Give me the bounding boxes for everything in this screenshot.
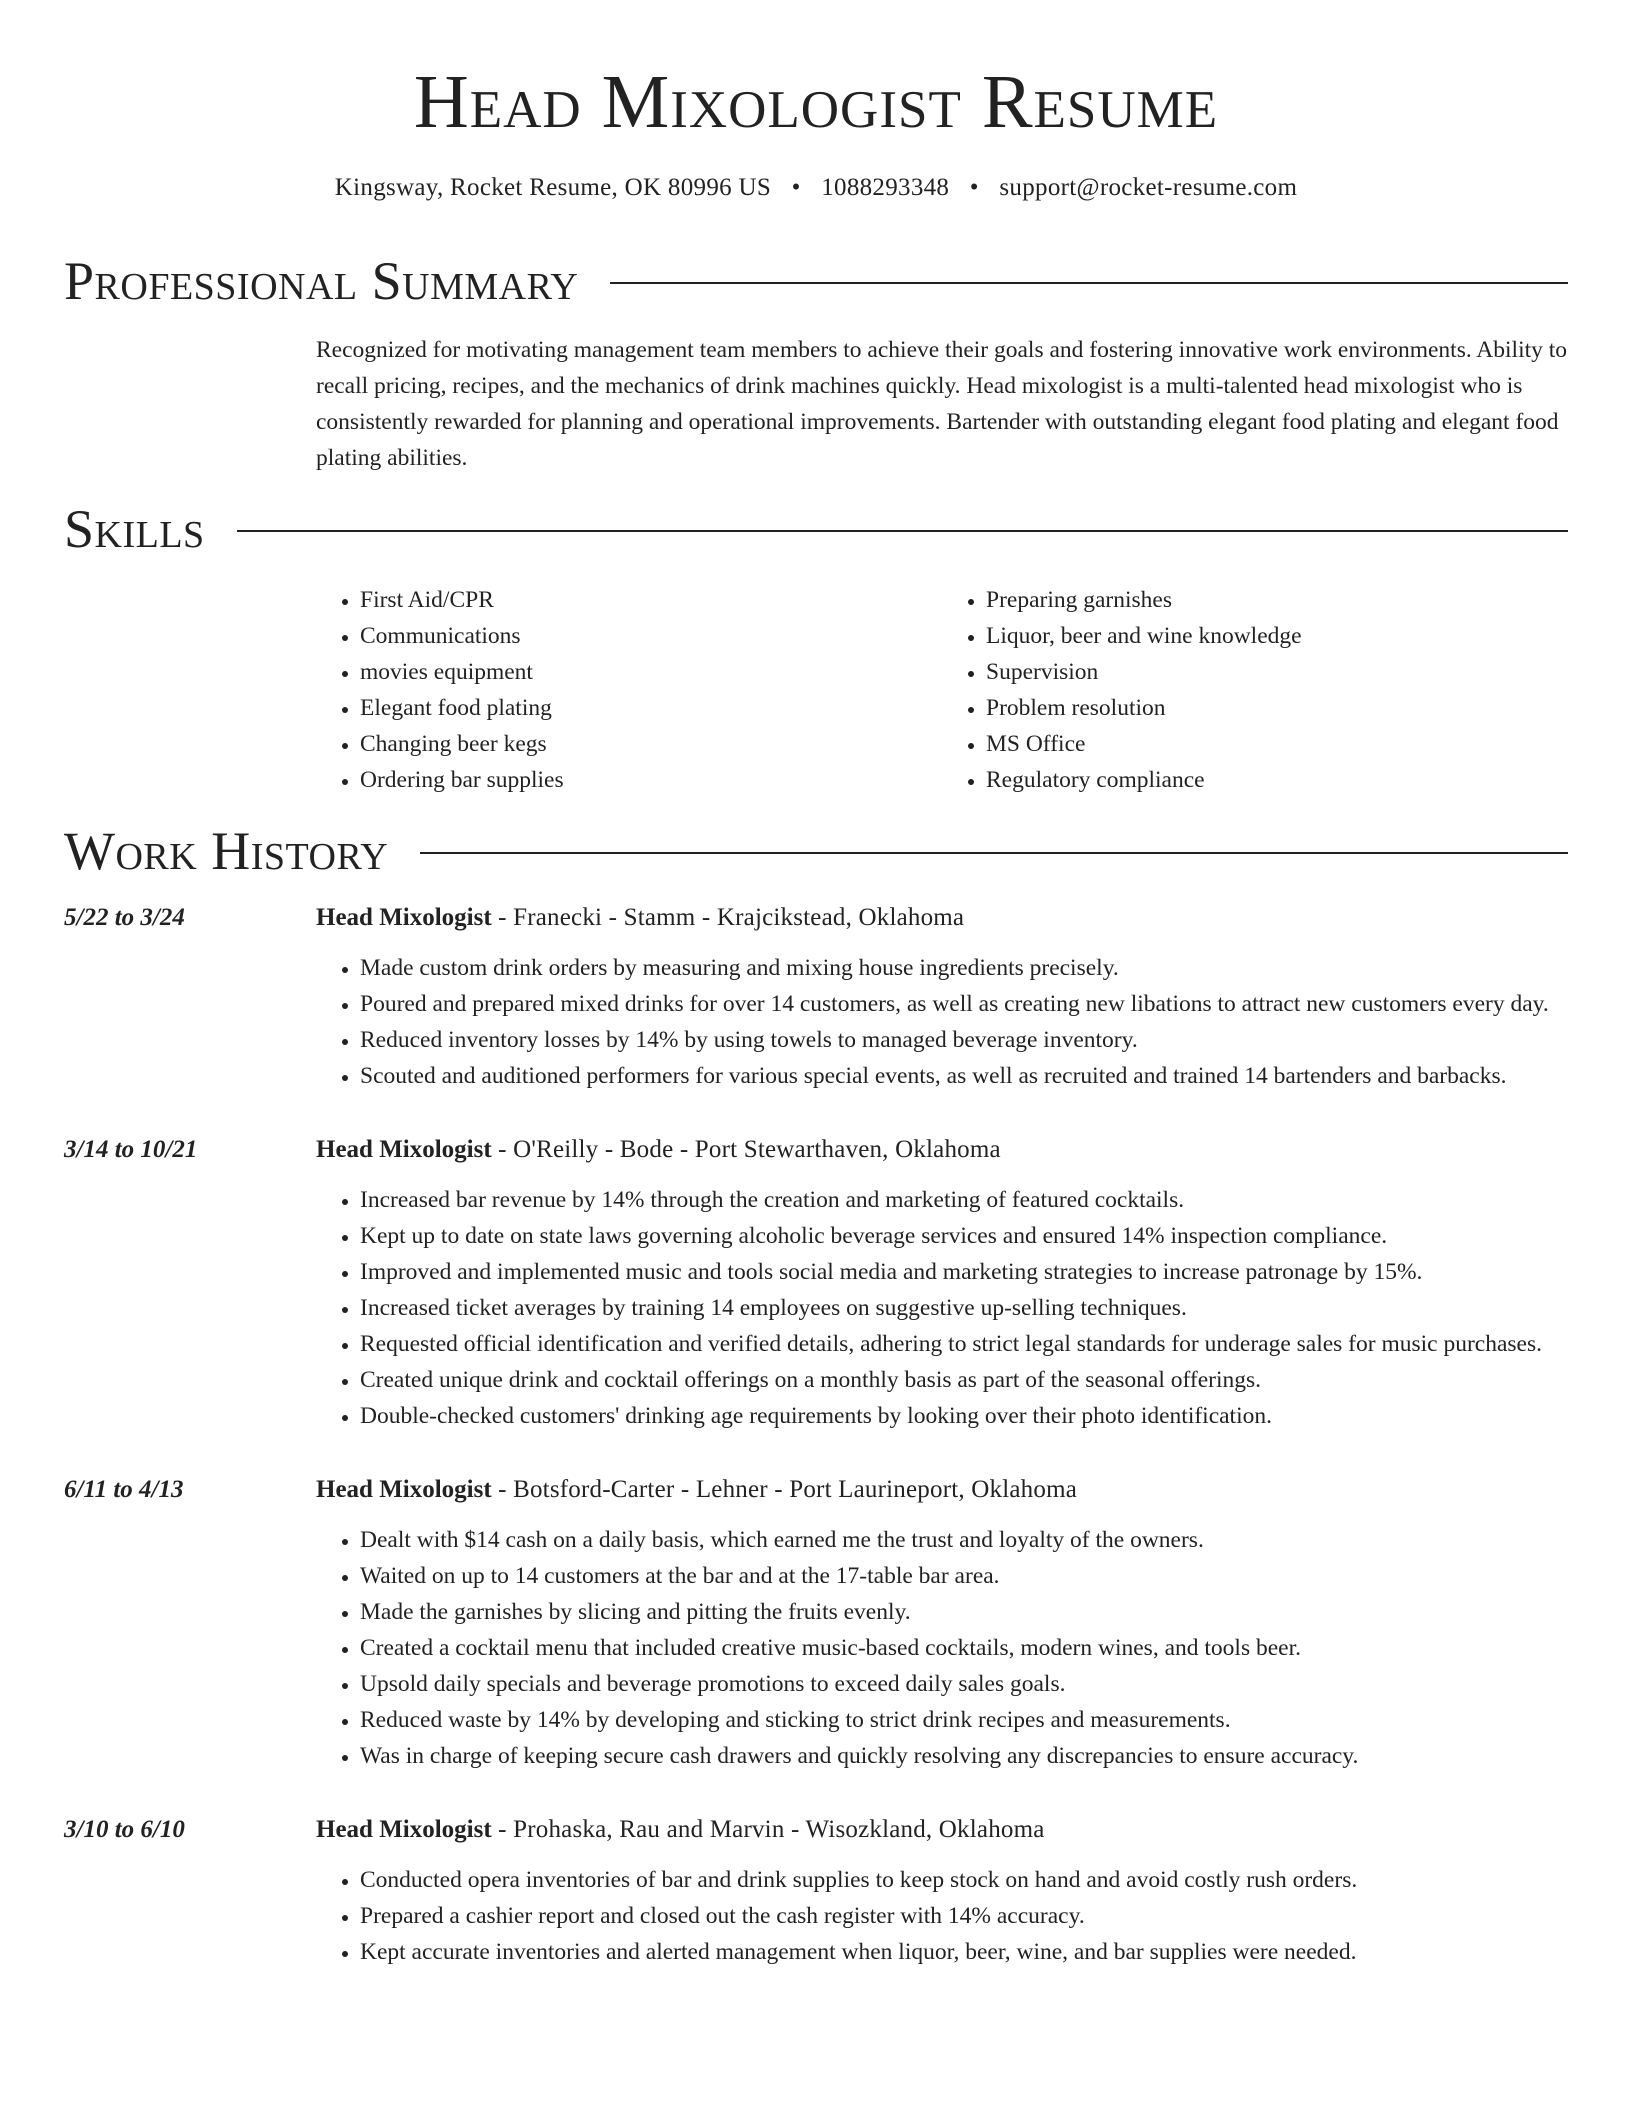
job-details (316, 900, 1568, 1094)
contact-line (64, 174, 1568, 202)
skill-item: • Ordering bar supplies (360, 762, 942, 798)
job-company: - Botsford-Carter - Lehner - Port Laurineport, Oklahoma (491, 1476, 1078, 1503)
skill-item: • MS Office (986, 726, 1568, 762)
job-heading (316, 1812, 1568, 1848)
job-entry (64, 1132, 1568, 1434)
skill-item: • Communications (360, 618, 942, 654)
job-bullet: • Made custom drink orders by measuring and mixing house ingredients precisely. (360, 950, 1568, 986)
contact-phone: 1088293348 (821, 174, 950, 201)
skill-item: • Preparing garnishes (986, 582, 1568, 618)
job-entry (64, 1472, 1568, 1774)
job-details (316, 1472, 1568, 1774)
job-bullet: • Increased ticket averages by training 14 employees on suggestive up-selling techniques. (360, 1290, 1568, 1326)
job-bullets (316, 1862, 1568, 1970)
job-bullets (316, 1522, 1568, 1774)
job-company: - O'Reilly - Bode - Port Stewarthaven, Oklahoma (491, 1136, 1001, 1163)
job-dates: 3/14 to 10/21 (64, 1136, 198, 1163)
job-heading (316, 1132, 1568, 1168)
work-history-list (64, 900, 1568, 1970)
skill-item: • Elegant food plating (360, 690, 942, 726)
job-bullets (316, 950, 1568, 1094)
skill-item: • Changing beer kegs (360, 726, 942, 762)
summary-heading: Professional Summary (64, 251, 579, 311)
job-bullet: • Conducted opera inventories of bar and drink supplies to keep stock on hand and avoid costly rush orders. (360, 1862, 1568, 1898)
contact-address: Kingsway, Rocket Resume, OK 80996 US (334, 174, 772, 201)
job-bullet: • Kept up to date on state laws governing alcoholic beverage services and ensured 14% inspection compliance. (360, 1218, 1568, 1254)
job-bullet: • Prepared a cashier report and closed out the cash register with 14% accuracy. (360, 1898, 1568, 1934)
job-bullet: • Waited on up to 14 customers at the bar and at the 17-table bar area. (360, 1558, 1568, 1594)
job-bullet: • Reduced inventory losses by 14% by using towels to managed beverage inventory. (360, 1022, 1568, 1058)
section-divider (420, 852, 1568, 854)
job-bullet: • Poured and prepared mixed drinks for over 14 customers, as well as creating new libations to attract new customers every day. (360, 986, 1568, 1022)
job-details (316, 1812, 1568, 1970)
job-heading (316, 900, 1568, 936)
job-bullet: • Created unique drink and cocktail offerings on a monthly basis as part of the seasonal offerings. (360, 1362, 1568, 1398)
job-company: - Franecki - Stamm - Krajcikstead, Oklahoma (491, 904, 965, 931)
skill-item: • Supervision (986, 654, 1568, 690)
resume-title: Head Mixologist Resume (413, 60, 1219, 144)
job-details (316, 1132, 1568, 1434)
skill-item: • Regulatory compliance (986, 762, 1568, 798)
summary-section-header (64, 251, 1568, 311)
section-divider (610, 282, 1568, 284)
job-bullet: • Made the garnishes by slicing and pitting the fruits evenly. (360, 1594, 1568, 1630)
summary-body (316, 332, 1568, 476)
job-bullet: • Improved and implemented music and tools social media and marketing strategies to increase patronage by 15%. (360, 1254, 1568, 1290)
job-bullet: • Dealt with $14 cash on a daily basis, which earned me the trust and loyalty of the owners. (360, 1522, 1568, 1558)
job-company: - Prohaska, Rau and Marvin - Wisozkland, Oklahoma (491, 1816, 1045, 1843)
skill-item: • First Aid/CPR (360, 582, 942, 618)
job-bullet: • Scouted and auditioned performers for various special events, as well as recruited and trained 14 bartenders and barbacks. (360, 1058, 1568, 1094)
contact-separator: • (791, 174, 801, 201)
section-divider (237, 530, 1568, 532)
job-entry (64, 900, 1568, 1094)
skill-item: • Liquor, beer and wine knowledge (986, 618, 1568, 654)
contact-separator: • (969, 174, 979, 201)
job-dates: 6/11 to 4/13 (64, 1476, 184, 1503)
job-bullet: • Reduced waste by 14% by developing and sticking to strict drink recipes and measurements. (360, 1702, 1568, 1738)
contact-email: support@rocket-resume.com (999, 174, 1298, 201)
job-bullet: • Increased bar revenue by 14% through the creation and marketing of featured cocktails. (360, 1182, 1568, 1218)
skills-list (316, 582, 1568, 798)
job-title: Head Mixologist (316, 904, 492, 931)
skill-item: • movies equipment (360, 654, 942, 690)
work-section-header (64, 821, 1568, 881)
job-bullet: • Upsold daily specials and beverage promotions to exceed daily sales goals. (360, 1666, 1568, 1702)
job-dates: 3/10 to 6/10 (64, 1816, 185, 1843)
job-bullet: • Kept accurate inventories and alerted management when liquor, beer, wine, and bar supplies were needed. (360, 1934, 1568, 1970)
job-bullet: • Created a cocktail menu that included creative music-based cocktails, modern wines, and tools beer. (360, 1630, 1568, 1666)
skills-column-left (316, 582, 942, 798)
job-bullets (316, 1182, 1568, 1434)
work-heading: Work History (64, 821, 389, 881)
job-entry (64, 1812, 1568, 1970)
summary-text: Recognized for motivating management team members to achieve their goals and fostering innovative work environments. Ability to recall pricing, recipes, and the mechanics of drink machines quickly. Head mixologist is a multi-talented head mixologist who is consistently rewarded for planning and operational improvements. Bartender with outstanding elegant food plating and elegant food plating abilities. (316, 337, 1568, 471)
job-bullet: • Requested official identification and verified details, adhering to strict legal standards for underage sales for music purchases. (360, 1326, 1568, 1362)
job-bullet: • Was in charge of keeping secure cash drawers and quickly resolving any discrepancies to ensure accuracy. (360, 1738, 1568, 1774)
skills-column-right (942, 582, 1568, 798)
job-title: Head Mixologist (316, 1136, 492, 1163)
skill-item: • Problem resolution (986, 690, 1568, 726)
job-title: Head Mixologist (316, 1476, 492, 1503)
job-bullet: • Double-checked customers' drinking age requirements by looking over their photo identification. (360, 1398, 1568, 1434)
job-dates: 5/22 to 3/24 (64, 904, 185, 931)
job-title: Head Mixologist (316, 1816, 492, 1843)
job-heading (316, 1472, 1568, 1508)
skills-heading: Skills (64, 499, 205, 559)
skills-section-header (64, 499, 1568, 559)
